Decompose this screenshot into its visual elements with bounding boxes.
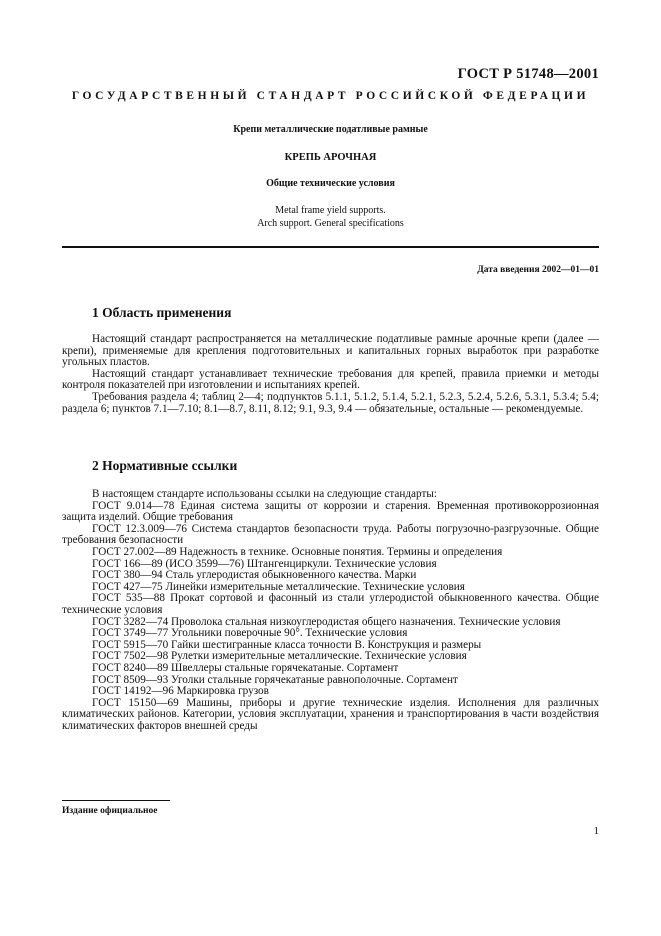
title-divider [62,246,599,248]
english-title [62,204,599,230]
reference-item: ГОСТ 15150—69 Машины, приборы и другие технические изделия. Исполнения для различных климатических районов. Категории, условия эксплуатации, хранения и транспортирования в части воздействия климатических факторов внешней среды [62,696,599,732]
document-title-line3: Общие технические условия [266,178,395,189]
reference-item: ГОСТ 8240—89 Швеллеры стальные горячекатаные. Сортамент [92,661,399,674]
reference-item: ГОСТ 14192—96 Маркировка грузов [92,685,269,698]
section2-heading: 2 Нормативные ссылки [92,458,238,473]
reference-item: ГОСТ 166—89 (ИСО 3599—76) Штангенциркули. Технические условия [92,557,437,570]
section1-heading: 1 Область применения [92,305,232,320]
page-number: 1 [593,825,599,837]
reference-item: ГОСТ 12.3.009—76 Система стандартов безопасности труда. Работы погрузочно-разгрузочные. Общие требования безопасности [62,522,599,547]
reference-item: ГОСТ 9.014—78 Единая система защиты от коррозии и старения. Временная противокоррозионная защита изделий. Общие требования [62,499,599,524]
paragraph: Настоящий стандарт распространяется на металлические податливые рамные арочные крепи (далее — крепи), применяемые для крепления подготовительных и капитальных горных выработок при разработке угольных пластов. [62,333,599,369]
reference-item: ГОСТ 5915—70 Гайки шестигранные класса точности В. Конструкция и размеры [92,638,482,651]
english-title-line2: Arch support. General specifications [257,218,404,229]
reference-item: ГОСТ 27.002—89 Надежность в технике. Основные понятия. Термины и определения [92,545,503,558]
paragraph: В настоящем стандарте использованы ссылки на следующие стандарты: [92,488,437,500]
section1-body [62,334,599,415]
reference-item: ГОСТ 380—94 Сталь углеродистая обыкновенного качества. Марки [92,569,417,582]
reference-item: ГОСТ 3282—74 Проволока стальная низкоуглеродистая общего назначения. Технические условия [92,615,561,628]
paragraph: Требования раздела 4; таблиц 2—4; подпунктов 5.1.1, 5.1.2, 5.1.4, 5.2.1, 5.2.3, 5.2.4, 5.2.6, 5.3.1, 5.3.4; 5.4; раздела 6; пунктов 7.1—7.10; 8.1—8.7, 8.11, 8.12; 9.1, 9.3, 9.4 — обязательные, остальные — рекомендуемые. [62,390,599,415]
reference-item: ГОСТ 535—88 Прокат сортовой и фасонный из стали углеродистой обыкновенного качества. Общие технические условия [62,592,599,616]
reference-item: ГОСТ 8509—93 Уголки стальные горячекатаные равнополочные. Сортамент [92,673,458,686]
reference-item: ГОСТ 427—75 Линейки измерительные металлические. Технические условия [92,580,465,593]
official-edition-label: Издание официальное [62,806,158,816]
reference-item: ГОСТ 7502—98 Рулетки измерительные металлические. Технические условия [92,650,467,663]
reference-item: ГОСТ 3749—77 Угольники поверочные 90°. Технические условия [92,627,408,640]
standard-number: ГОСТ Р 51748—2001 [457,66,599,82]
section2-body [62,489,599,732]
english-title-line1: Metal frame yield supports. [275,205,386,216]
government-standard-title: ГОСУДАРСТВЕННЫЙ СТАНДАРТ РОССИЙСКОЙ ФЕДЕРАЦИИ [71,90,590,102]
document-title-line1: Крепи металлические податливые рамные [233,124,428,135]
introduction-date: Дата введения 2002—01—01 [477,265,599,275]
paragraph: Настоящий стандарт устанавливает технические требования для крепей, правила приемки и методы контроля показателей при изготовлении и испытаниях крепей. [62,367,599,392]
document-title-line2: КРЕПЬ АРОЧНАЯ [284,152,377,163]
footer-rule [62,800,170,801]
